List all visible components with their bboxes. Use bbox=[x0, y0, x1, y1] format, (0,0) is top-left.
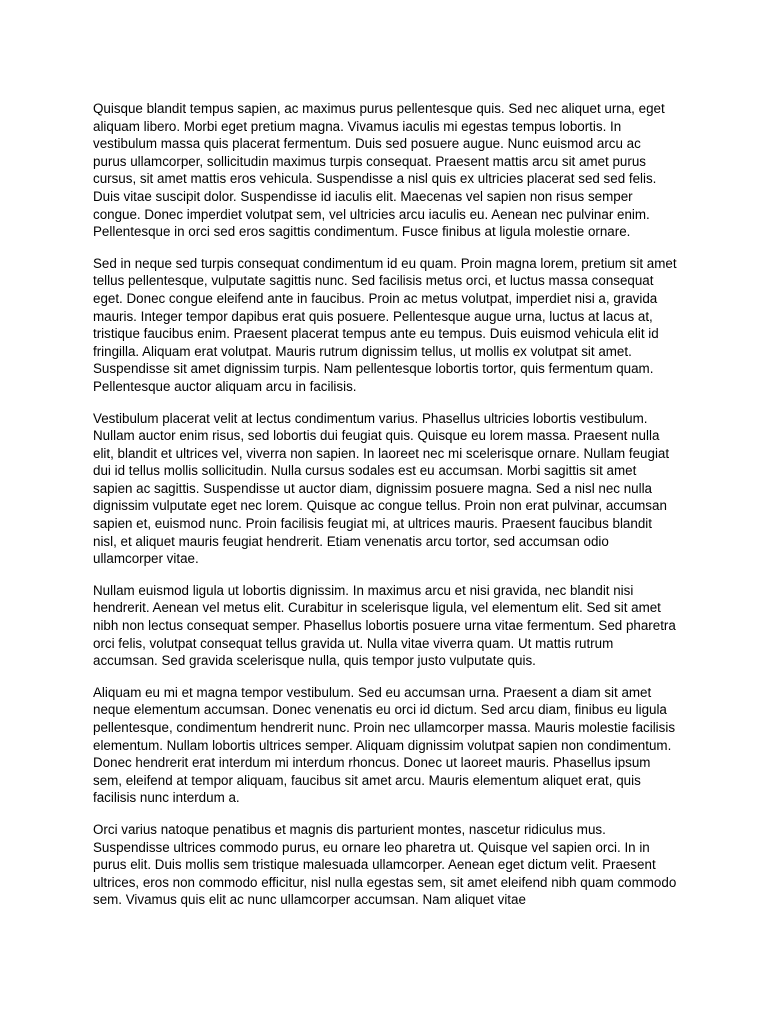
paragraph-6: Orci varius natoque penatibus et magnis dis parturient montes, nascetur ridiculus mus. Suspendisse ultrices commodo purus, eu ornare leo pharetra ut. Quisque vel sapien orci. In in purus elit. Duis mollis sem tristique malesuada ullamcorper. Aenean eget dictum velit. Praesent ultrices, eros non commodo efficitur, nisl nulla egestas sem, sit amet eleifend nibh quam commodo sem. Vivamus quis elit ac nunc ullamcorper accumsan. Nam aliquet vitae bbox=[93, 821, 677, 908]
paragraph-5: Aliquam eu mi et magna tempor vestibulum. Sed eu accumsan urna. Praesent a diam sit amet neque elementum accumsan. Donec venenatis eu orci id dictum. Sed arcu diam, finibus eu ligula pellentesque, condimentum hendrerit nunc. Proin nec ullamcorper massa. Mauris molestie facilisis elementum. Nullam lobortis ultrices semper. Aliquam dignissim volutpat sapien non condimentum. Donec hendrerit erat interdum mi interdum rhoncus. Donec ut laoreet mauris. Phasellus ipsum sem, eleifend at tempor aliquam, faucibus sit amet arcu. Mauris elementum aliquet erat, quis facilisis nunc interdum a. bbox=[93, 684, 676, 806]
text-column bbox=[93, 100, 677, 923]
paragraph-2: Sed in neque sed turpis consequat condimentum id eu quam. Proin magna lorem, pretium sit amet tellus pellentesque, vulputate sagittis nunc. Sed facilisis metus orci, et luctus massa consequat eget. Donec congue eleifend ante in faucibus. Proin ac metus volutpat, imperdiet nisi a, gravida mauris. Integer tempor dapibus erat quis posuere. Pellentesque augue urna, luctus at lacus at, tristique faucibus enim. Praesent placerat tempus ante eu tempus. Duis euismod vehicula elit id fringilla. Aliquam erat volutpat. Mauris rutrum dignissim tellus, ut mollis ex volutpat sit amet. Suspendisse sit amet dignissim turpis. Nam pellentesque lobortis tortor, quis fermentum quam. Pellentesque auctor aliquam arcu in facilisis. bbox=[93, 255, 677, 394]
paragraph-1: Quisque blandit tempus sapien, ac maximus purus pellentesque quis. Sed nec aliquet urna, eget aliquam libero. Morbi eget pretium magna. Vivamus iaculis mi egestas tempus lobortis. In vestibulum massa quis placerat fermentum. Duis sed posuere augue. Nunc euismod arcu ac purus ullamcorper, sollicitudin maximus turpis consequat. Praesent mattis arcu sit amet purus cursus, sit amet mattis eros vehicula. Suspendisse a nisl quis ex ultricies placerat sed sed felis. Duis vitae suscipit dolor. Suspendisse id iaculis elit. Maecenas vel sapien non risus semper congue. Donec imperdiet volutpat sem, vel ultricies arcu iaculis eu. Aenean nec pulvinar enim. Pellentesque in orci sed eros sagittis condimentum. Fusce finibus at ligula molestie ornare. bbox=[93, 101, 665, 240]
paragraph-4: Nullam euismod ligula ut lobortis dignissim. In maximus arcu et nisi gravida, nec blandit nisi hendrerit. Aenean vel metus elit. Curabitur in scelerisque ligula, vel elementum elit. Sed sit amet nibh non lectus consequat semper. Phasellus lobortis posuere urna vitae fermentum. Sed pharetra orci felis, volutpat consequat tellus gravida ut. Nulla vitae viverra quam. Ut mattis rutrum accumsan. Sed gravida scelerisque nulla, quis tempor justo vulputate quis. bbox=[93, 582, 676, 669]
paragraph-3: Vestibulum placerat velit at lectus condimentum varius. Phasellus ultricies lobortis vestibulum. Nullam auctor enim risus, sed lobortis dui feugiat quis. Quisque eu lorem massa. Praesent nulla elit, blandit et ultrices vel, viverra non sapien. In laoreet nec mi scelerisque ornare. Nullam feugiat dui id tellus mollis sollicitudin. Nulla cursus sodales est eu accumsan. Morbi sagittis sit amet sapien ac sagittis. Suspendisse ut auctor diam, dignissim posuere magna. Sed a nisl nec nulla dignissim vulputate eget nec lorem. Quisque ac congue tellus. Proin non erat pulvinar, accumsan sapien et, euismod nunc. Proin facilisis feugiat mi, at ultrices mauris. Praesent faucibus blandit nisl, et aliquet mauris feugiat hendrerit. Etiam venenatis arcu tortor, sed accumsan odio ullamcorper vitae. bbox=[93, 410, 670, 567]
